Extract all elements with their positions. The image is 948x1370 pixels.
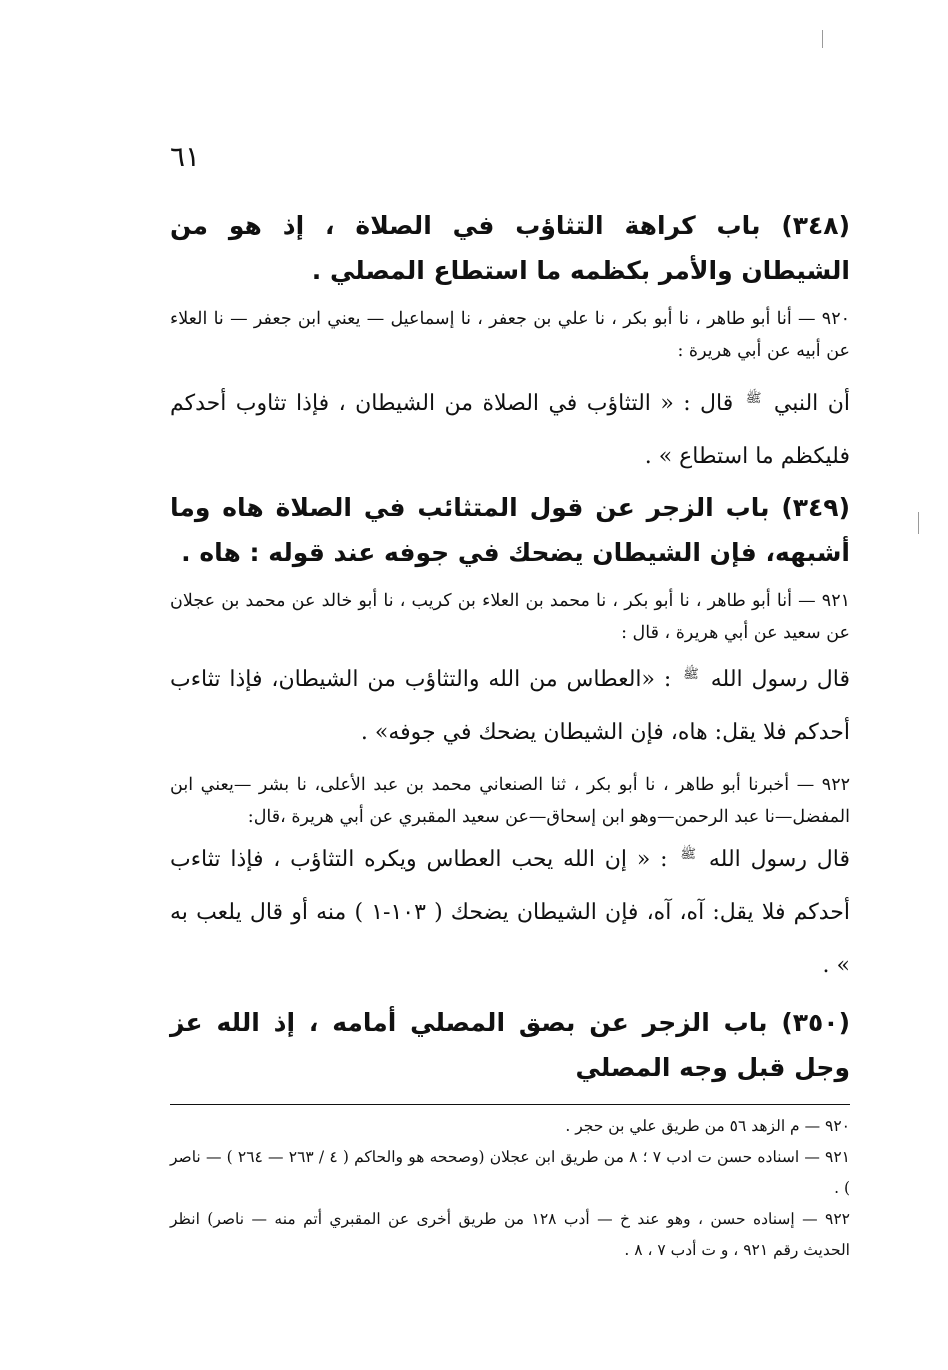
hadith-922-isnad: ٩٢٢ — أخبرنا أبو طاهر ، نا أبو بكر ، ثنا الصنعاني محمد بن عبد الأعلى، نا بشر —يعني ابن المفضل—نا عبد الرحمن—وهو ابن إسحاق—عن سعيد المقبري عن أبي هريرة ،قال: xyxy=(170,775,850,827)
footnote-920: ٩٢٠ — م الزهد ٥٦ من طريق علي بن حجر . xyxy=(565,1117,850,1135)
scan-mark xyxy=(822,30,823,48)
page-body xyxy=(170,140,850,1266)
footnote-921: ٩٢١ — اسناده حسن ت ادب ٧ ؛ ٨ من طريق ابن عجلان (وصححه هو والحاكم ( ٤ / ٢٦٣ — ٢٦٤ ) — ناصر ) . xyxy=(170,1148,851,1197)
matn-text: : «العطاس من الله والتثاؤب من الشيطان، فإذا تثاءب أحدكم فلا يقل: هاه، فإن الشيطان يضحك في جوفه» . xyxy=(170,667,850,745)
footnote-divider xyxy=(170,1104,850,1105)
matn-text: أن النبي xyxy=(773,391,850,416)
chapter-heading-348: (٣٤٨) باب كراهة التثاؤب في الصلاة ، إذ هو من الشيطان والأمر بكظمه ما استطاع المصلي . xyxy=(170,211,850,285)
matn-text: قال : « التثاؤب في الصلاة من الشيطان ، فإذا تثاوب أحدكم فليكظم ما استطاع » . xyxy=(170,391,850,469)
pbuh-ligature-icon: ﷺ xyxy=(745,390,762,406)
matn-text: قال رسول الله xyxy=(708,847,850,872)
scan-mark xyxy=(918,512,919,534)
page-number: ٦١ xyxy=(170,140,201,173)
chapter-heading-349: (٣٤٩) باب الزجر عن قول المتثائب في الصلاة هاه وما أشبهه، فإن الشيطان يضحك في جوفه عند قوله : هاه . xyxy=(170,493,850,567)
hadith-920-isnad: ٩٢٠ — أنا أبو طاهر ، نا أبو بكر ، نا علي بن جعفر ، نا إسماعيل — يعني ابن جعفر — نا العلاء عن أبيه عن أبي هريرة : xyxy=(170,309,850,361)
footnote-922: ٩٢٢ — إسناده حسن ، وهو عند خ — أدب ١٢٨ من طريق أخرى عن المقبري أتم منه — ناصر) انظر الحديث رقم ٩٢١ ، و ت أدب ٧ ، ٨ . xyxy=(170,1210,850,1259)
hadith-921-matn xyxy=(170,653,850,759)
matn-text: : « إن الله يحب العطاس ويكره التثاؤب ، فإذا تثاءب أحدكم فلا يقل: آه، آه، فإن الشيطان يضحك ( ١٠٣-١ ) منه أو قال يلعب به » . xyxy=(170,847,850,978)
chapter-heading-350: (٣٥٠) باب الزجر عن بصق المصلي أمامه ، إذ الله عز وجل قبل وجه المصلي xyxy=(170,1008,850,1082)
hadith-920-matn xyxy=(170,377,850,483)
hadith-922-matn xyxy=(170,833,850,992)
hadith-921-isnad: ٩٢١ — أنا أبو طاهر ، نا أبو بكر ، نا محمد بن العلاء بن كريب ، نا أبو خالد عن محمد بن عجلان عن سعيد عن أبي هريرة ، قال : xyxy=(170,591,850,643)
pbuh-ligature-icon: ﷺ xyxy=(680,846,697,862)
matn-text: قال رسول الله xyxy=(710,667,850,692)
pbuh-ligature-icon: ﷺ xyxy=(683,666,699,682)
